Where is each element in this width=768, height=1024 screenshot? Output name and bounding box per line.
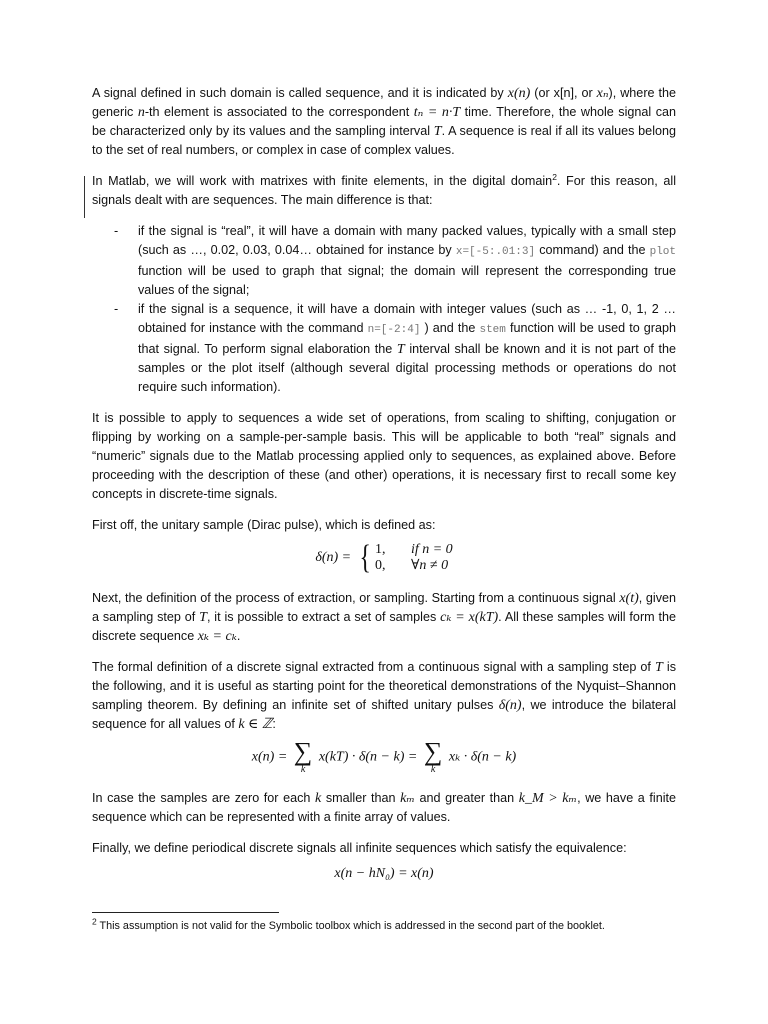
math-delta-n: δ(n) <box>498 698 522 713</box>
summation-symbol: ∑ k <box>423 737 443 775</box>
difference-list <box>92 222 676 397</box>
math-T: T <box>655 660 663 675</box>
footnote-reference[interactable]: 2 <box>552 171 557 182</box>
code-x-range: x=[-5:.01:3] <box>455 246 536 258</box>
footnote-number: 2 <box>92 916 97 927</box>
paragraph-formal-definition: The formal definition of a discrete signal extracted from a continuous signal with a sampling step of T is the following, and it is useful as starting point for the theoretical demonstrations of the Nyquist–Shannon sampling theorem. By defining an infinite set of shifted unitary pulses δ(n), we introduce the bilateral sequence for all values of k ∈ ℤ: <box>92 660 677 732</box>
math-k-in-z: k ∈ ℤ <box>238 717 273 732</box>
case-row-1: 1, if n = 0 <box>374 542 453 557</box>
document-page <box>92 84 676 897</box>
math-T: T <box>199 610 207 625</box>
code-n-range: n=[-2:4] <box>367 324 421 336</box>
equation-dirac-lhs: δ(n) = <box>315 550 352 566</box>
paragraph-operations: It is possible to apply to sequences a wide set of operations, from scaling to shifting, conjugation or flipping by working on a sample-per-sample basis. This will be applicable to both “real” signals and “numeric” signals due to the Matlab processing applied only to sequences, as explained above. Before proceeding with the description of these (and other) operations, it is necessary first to recall some key concepts in discrete-time signals. <box>92 411 676 501</box>
code-plot: plot <box>649 246 676 258</box>
list-dash: - <box>114 224 119 238</box>
equation-dirac <box>92 541 676 575</box>
math-n: n <box>137 105 145 120</box>
paragraph-periodical: Finally, we define periodical discrete signals all infinite sequences which satisfy the equivalence: <box>92 841 627 855</box>
math-T: T <box>396 342 405 357</box>
math-k: k <box>315 791 322 806</box>
math-x-sub-n: xₙ <box>596 86 609 101</box>
summation-symbol: ∑ k <box>293 737 313 775</box>
paragraph-unitary-sample: First off, the unitary sample (Dirac pulse), which is defined as: <box>92 518 436 532</box>
math-tn: tₙ = n·T <box>413 105 461 120</box>
list-item-real-signal: - if the signal is “real”, it will have a domain with many packed values, typically with a small step (such as …, 0.02, 0.03, 0.04… obtained for instance by x=[-5:.01:3] command) and the plot function will be used to graph that signal; the domain will represent the corresponding true values of the signal; <box>114 224 676 297</box>
code-stem: stem <box>479 324 506 336</box>
math-ck: cₖ = x(kT) <box>440 610 499 625</box>
math-kM-gt-km: k_M > kₘ <box>518 791 578 806</box>
math-k-m: kₘ <box>400 791 415 806</box>
footnote-text: This assumption is not valid for the Symbolic toolbox which is addressed in the second part of the booklet. <box>96 920 605 932</box>
math-x-n: x(n) <box>507 86 531 101</box>
list-dash: - <box>114 302 119 316</box>
math-T: T <box>433 124 442 139</box>
math-x-t: x(t) <box>619 591 639 606</box>
paragraph-sequence-definition: A signal defined in such domain is called sequence, and it is indicated by x(n) (or x[n], or xₙ), where the generic n-th element is associated to the correspondent tₙ = n·T time. Therefore, the whole signal can be characterized only by its values and the sampling interval T. A sequence is real if all its values belong to the set of real numbers, or complex in case of complex values. <box>92 86 677 157</box>
math-xk: xₖ = cₖ <box>197 629 237 644</box>
footnote-separator <box>92 912 279 913</box>
paragraph-sampling: Next, the definition of the process of extraction, or sampling. Starting from a continuous signal x(t), given a sampling step of T, it is possible to extract a set of samples cₖ = x(kT). All these samples will form the discrete sequence xₖ = cₖ. <box>92 591 677 644</box>
change-bar <box>84 176 85 218</box>
footnote-2 <box>92 916 676 933</box>
paragraph-finite-sequence: In case the samples are zero for each k smaller than kₘ and greater than k_M > kₘ, we have a finite sequence which can be represented with a finite array of values. <box>92 791 677 824</box>
left-brace: { <box>359 539 371 576</box>
case-row-2: 0, ∀n ≠ 0 <box>374 558 449 573</box>
equation-dirac-cases <box>355 541 453 575</box>
paragraph-matlab-domain: In Matlab, we will work with matrixes with finite elements, in the digital domain$^2$. For this reason, all signals dealt with are sequences. The main difference is that: <box>92 171 677 207</box>
equation-periodicity: x(n − hN₀) = x(n) <box>334 866 434 881</box>
equation-bilateral-sequence: x(n) = ∑ k x(kT) · δ(n − k) = ∑ k xₖ · δ(n − k) <box>251 737 517 775</box>
list-item-sequence: - if the signal is a sequence, it will have a domain with integer values (such as … -1, 0, 1, 2 … obtained for instance with the command n=[-2:4] ) and the stem function will be used to graph that signal. To perform signal elaboration the T interval shall be known and it is not part of the samples or the plot itself (although several digital processing methods or operations do not require such information). <box>114 302 676 394</box>
